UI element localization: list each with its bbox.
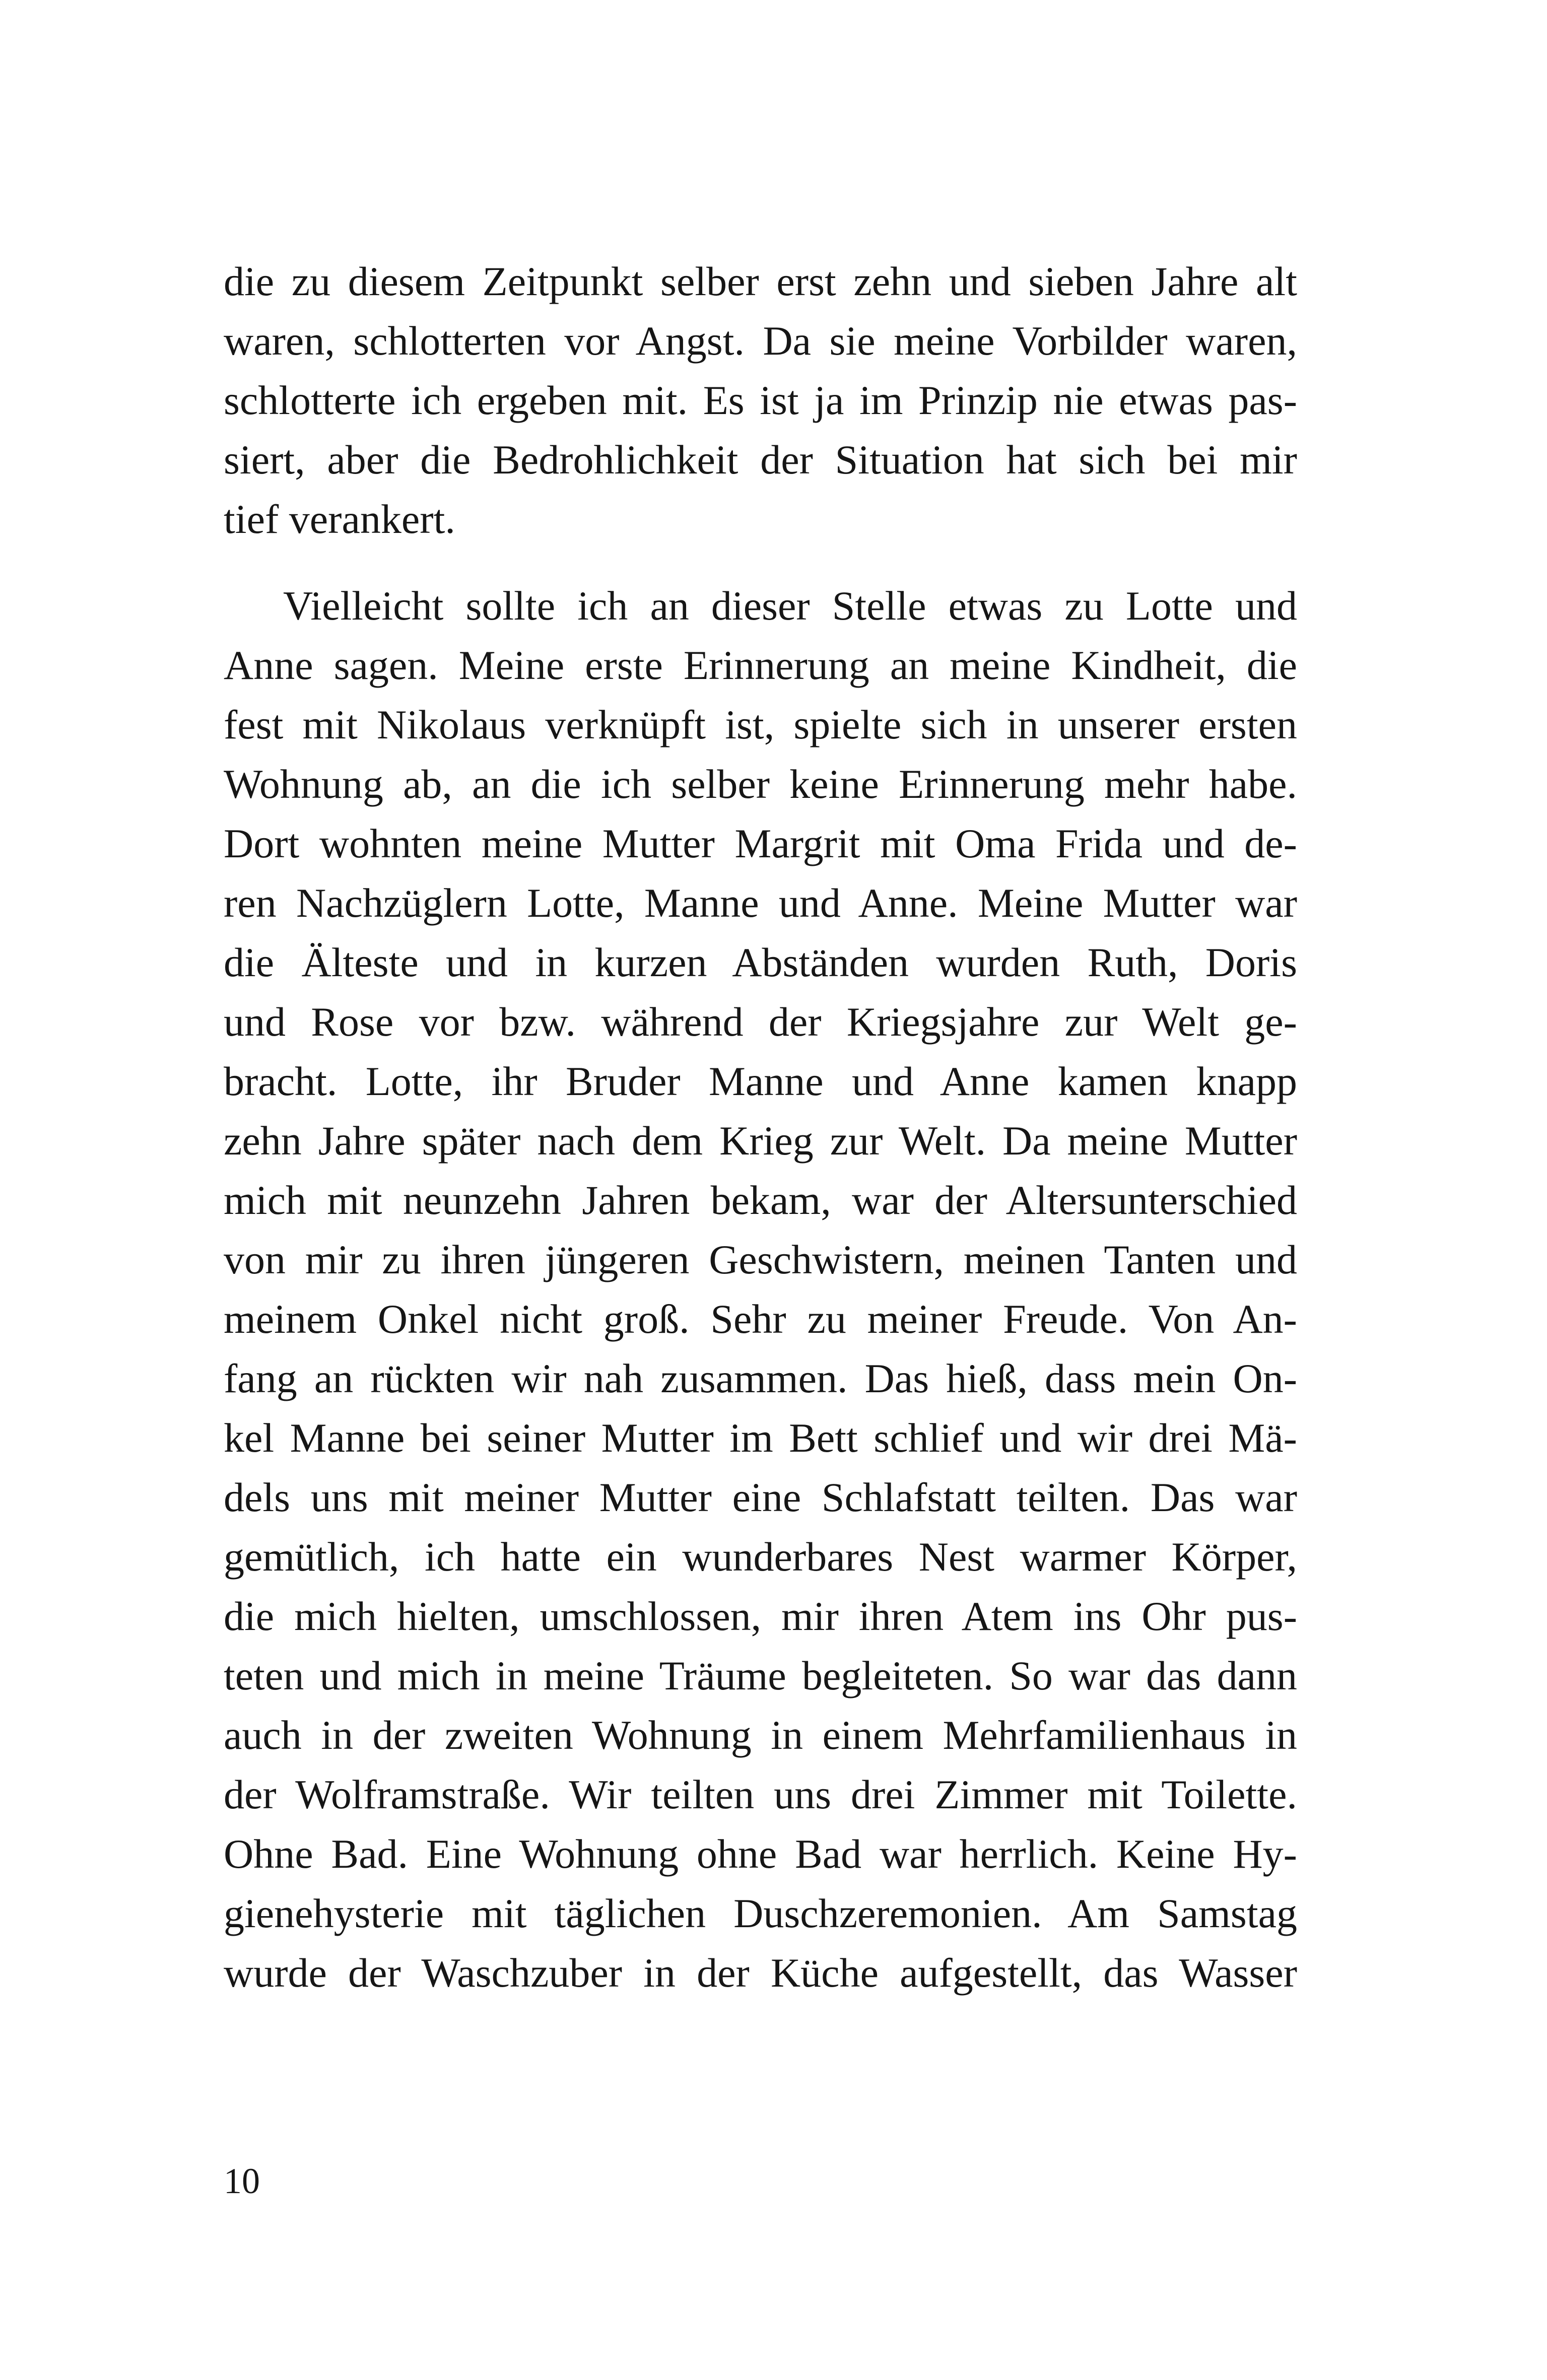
text-line: von mir zu ihren jüngeren Geschwistern, meinen Tanten und — [224, 1237, 1297, 1282]
text-line: mich mit neunzehn Jahren bekam, war der Altersunterschied — [224, 1177, 1297, 1223]
text-line: fest mit Nikolaus verknüpft ist, spielte sich in unserer ersten — [224, 702, 1297, 747]
body-text — [224, 252, 1297, 2003]
text-line: bracht. Lotte, ihr Bruder Manne und Anne kamen knapp — [224, 1058, 1297, 1104]
text-line: die Älteste und in kurzen Abständen wurden Ruth, Doris — [224, 939, 1297, 985]
text-line: wurde der Waschzuber in der Küche aufgestellt, das Wasser — [224, 1950, 1297, 1996]
text-line: auch in der zweiten Wohnung in einem Mehrfamilienhaus in — [224, 1712, 1297, 1758]
text-line: kel Manne bei seiner Mutter im Bett schlief und wir drei Mä- — [224, 1415, 1297, 1461]
text-line: gemütlich, ich hatte ein wunderbares Nest warmer Körper, — [224, 1534, 1297, 1580]
paragraph — [224, 252, 1297, 549]
text-line: Ohne Bad. Eine Wohnung ohne Bad war herrlich. Keine Hy- — [224, 1831, 1297, 1877]
text-line: zehn Jahre später nach dem Krieg zur Welt. Da meine Mutter — [224, 1118, 1297, 1164]
text-line: fang an rückten wir nah zusammen. Das hieß, dass mein On- — [224, 1355, 1297, 1401]
paragraph — [224, 576, 1297, 2003]
text-line: dels uns mit meiner Mutter eine Schlafstatt teilten. Das war — [224, 1474, 1297, 1520]
text-line: waren, schlotterten vor Angst. Da sie meine Vorbilder waren, — [224, 318, 1297, 364]
text-line: der Wolframstraße. Wir teilten uns drei Zimmer mit Toilette. — [224, 1772, 1297, 1817]
text-line: schlotterte ich ergeben mit. Es ist ja im Prinzip nie etwas pas- — [224, 377, 1297, 423]
text-line: teten und mich in meine Träume begleiteten. So war das dann — [224, 1653, 1297, 1698]
text-line: Wohnung ab, an die ich selber keine Erinnerung mehr habe. — [224, 761, 1297, 807]
text-line: tief verankert. — [224, 496, 455, 542]
text-line: meinem Onkel nicht groß. Sehr zu meiner Freude. Von An- — [224, 1296, 1297, 1342]
page-number: 10 — [224, 2161, 260, 2201]
text-line: Dort wohnten meine Mutter Margrit mit Oma Frida und de- — [224, 821, 1297, 866]
text-line: ren Nachzüglern Lotte, Manne und Anne. Meine Mutter war — [224, 880, 1297, 926]
text-line: gienehysterie mit täglichen Duschzeremonien. Am Samstag — [224, 1890, 1297, 1936]
text-line: Anne sagen. Meine erste Erinnerung an meine Kindheit, die — [224, 642, 1297, 688]
text-line: die zu diesem Zeitpunkt selber erst zehn und sieben Jahre alt — [224, 258, 1297, 304]
text-line: die mich hielten, umschlossen, mir ihren Atem ins Ohr pus- — [224, 1593, 1297, 1639]
text-line: siert, aber die Bedrohlichkeit der Situation hat sich bei mir — [224, 437, 1297, 483]
text-line: Vielleicht sollte ich an dieser Stelle etwas zu Lotte und — [283, 583, 1297, 629]
text-line: und Rose vor bzw. während der Kriegsjahre zur Welt ge- — [224, 999, 1297, 1045]
paragraph-gap — [224, 549, 1297, 576]
